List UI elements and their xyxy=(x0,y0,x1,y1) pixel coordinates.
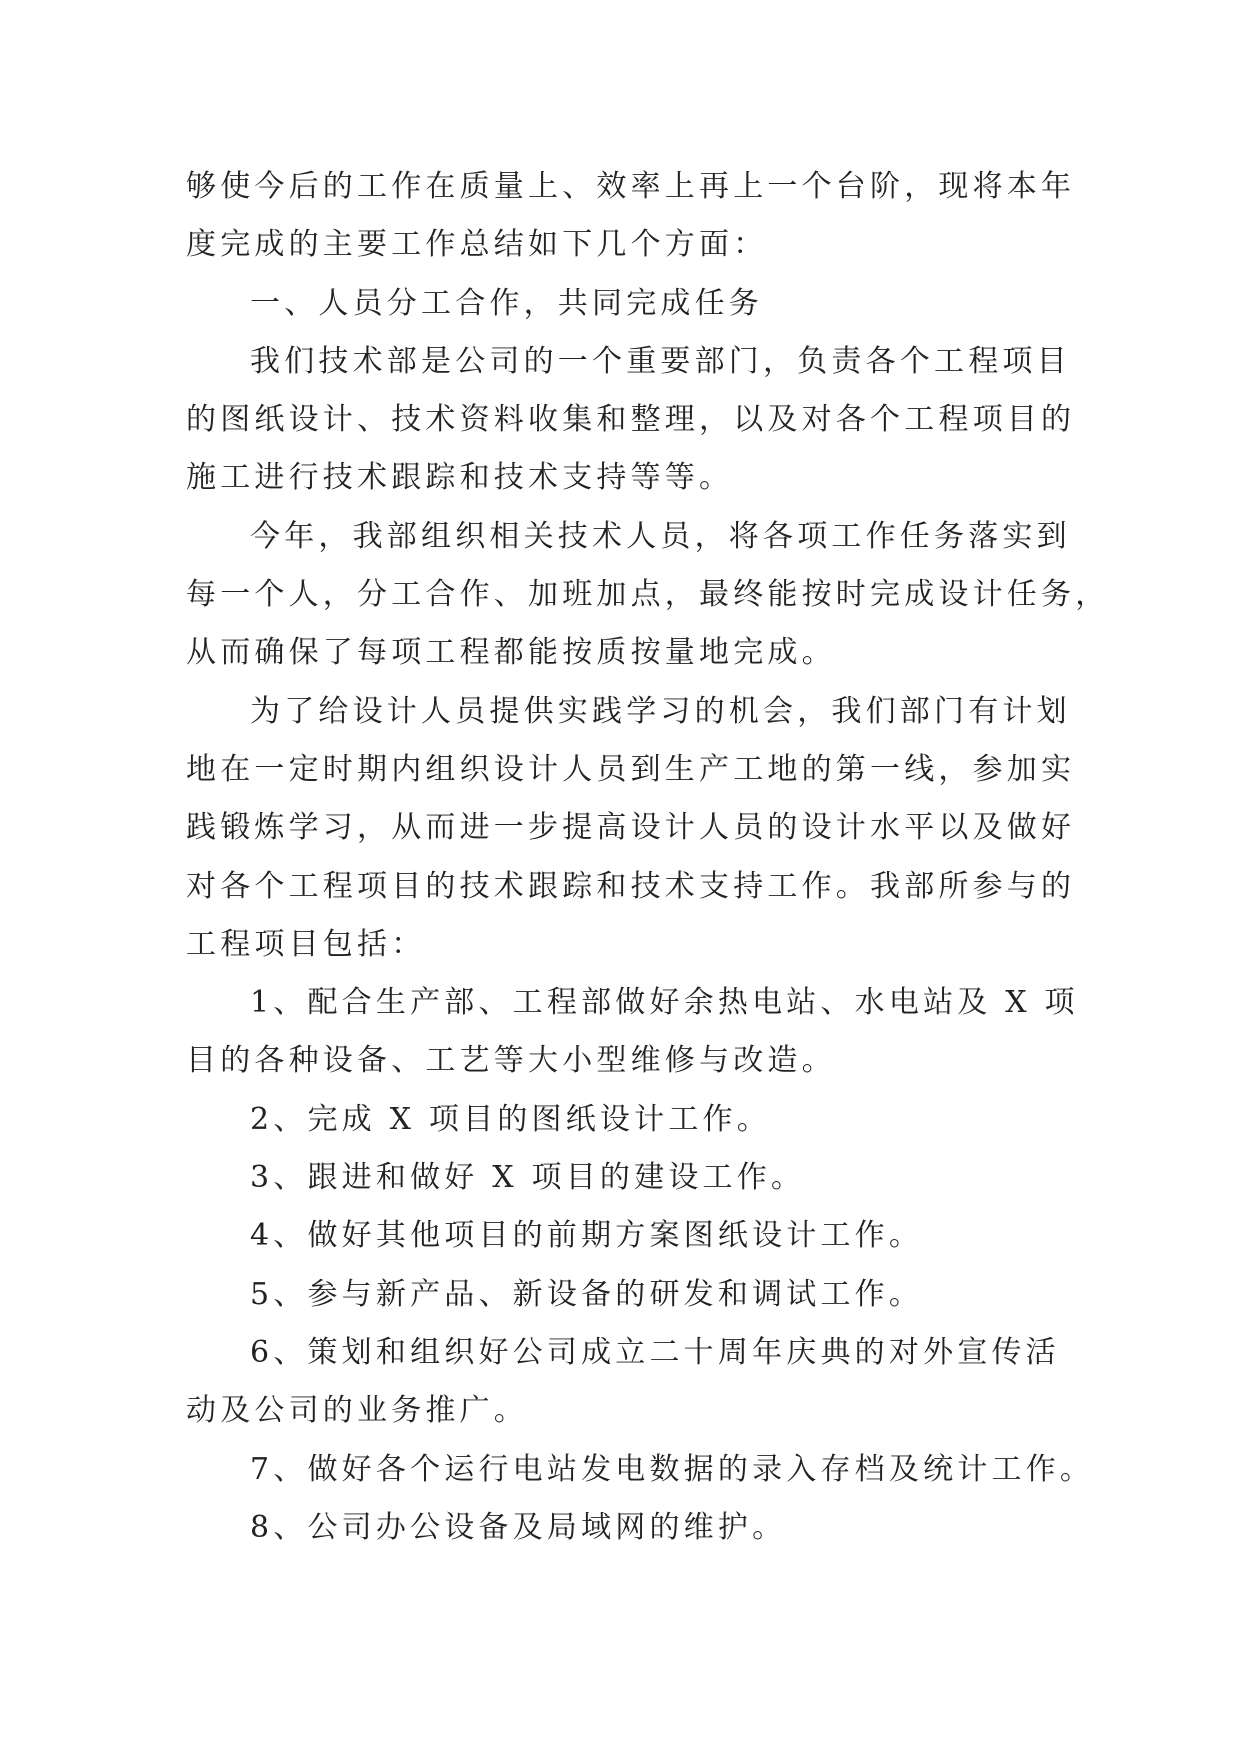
text-line: 今年，我部组织相关技术人员，将各项工作任务落实到 xyxy=(250,518,1071,554)
text-line: 目的各种设备、工艺等大小型维修与改造。 xyxy=(186,1043,836,1079)
text-line: 工程项目包括： xyxy=(186,926,426,962)
text-line: 从而确保了每项工程都能按质按量地完成。 xyxy=(186,635,836,671)
text-line: 7、做好各个运行电站发电数据的录入存档及统计工作。 xyxy=(250,1451,1095,1487)
text-line: 1、配合生产部、工程部做好余热电站、水电站及 X 项 xyxy=(250,985,1079,1021)
text-line: 地在一定时期内组织设计人员到生产工地的第一线，参加实 xyxy=(186,751,1076,787)
document-body xyxy=(186,158,1110,1557)
text-line: 4、做好其他项目的前期方案图纸设计工作。 xyxy=(250,1218,924,1254)
text-line: 践锻炼学习，从而进一步提高设计人员的设计水平以及做好 xyxy=(186,810,1076,846)
text-line: 6、策划和组织好公司成立二十周年庆典的对外宣传活 xyxy=(250,1334,1060,1370)
text-line: 5、参与新产品、新设备的研发和调试工作。 xyxy=(250,1276,924,1312)
text-line: 动及公司的业务推广。 xyxy=(186,1393,528,1429)
text-line: 对各个工程项目的技术跟踪和技术支持工作。我部所参与的 xyxy=(186,868,1076,904)
text-line: 施工进行技术跟踪和技术支持等等。 xyxy=(186,460,734,496)
text-line: 一、人员分工合作，共同完成任务 xyxy=(250,285,763,321)
text-line: 为了给设计人员提供实践学习的机会，我们部门有计划 xyxy=(250,693,1071,729)
text-line: 度完成的主要工作总结如下几个方面： xyxy=(186,227,768,263)
text-line: 2、完成 X 项目的图纸设计工作。 xyxy=(250,1101,771,1137)
text-line: 我们技术部是公司的一个重要部门，负责各个工程项目 xyxy=(250,343,1071,379)
text-line: 的图纸设计、技术资料收集和整理，以及对各个工程项目的 xyxy=(186,402,1076,438)
text-line: 每一个人，分工合作、加班加点，最终能按时完成设计任务， xyxy=(186,577,1110,613)
text-line: 够使今后的工作在质量上、效率上再上一个台阶，现将本年 xyxy=(186,169,1076,204)
text-line: 3、跟进和做好 X 项目的建设工作。 xyxy=(250,1160,806,1196)
text-line: 8、公司办公设备及局域网的维护。 xyxy=(250,1509,787,1545)
